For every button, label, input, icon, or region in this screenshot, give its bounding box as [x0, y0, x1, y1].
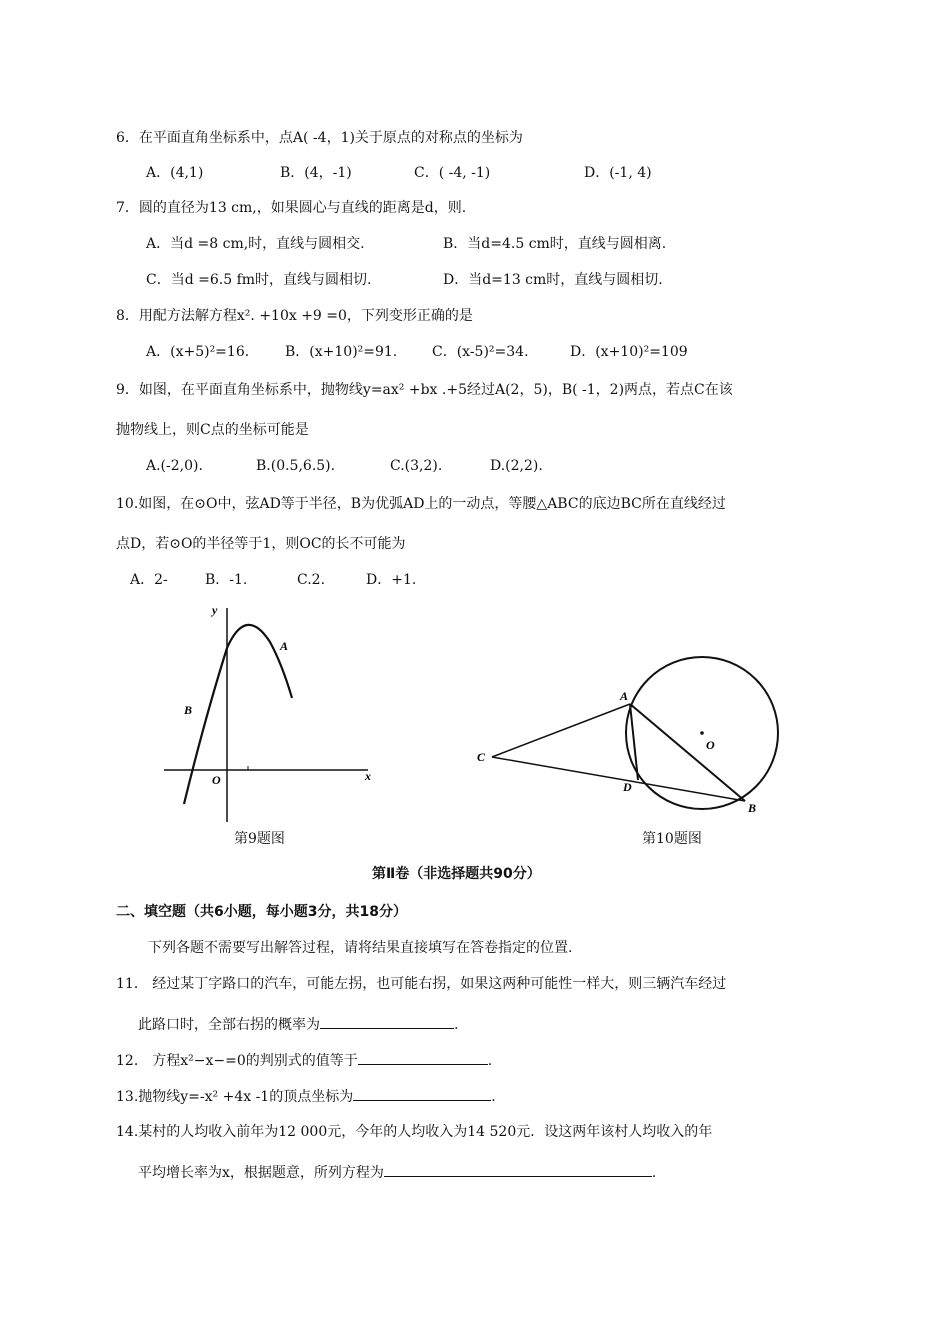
q12-line: [116, 1050, 492, 1071]
q14-line1: 14.某村的人均收入前年为12 000元，今年的人均收入为14 520元．设这两年该村人均收入的年: [116, 1124, 713, 1140]
q14-end: .: [651, 1165, 657, 1181]
q14-text: 平均增长率为x，根据题意，所列方程为: [138, 1165, 384, 1181]
fill-in-instruction: 下列各题不需要写出解答过程，请将结果直接填写在答卷指定的位置.: [148, 940, 573, 956]
q10-option-d: D．+1.: [366, 572, 417, 588]
q9-stem-line1: 9．如图，在平面直角坐标系中，抛物线y=ax² +bx .+5经过A(2，5)，B( -1，2)两点，若点C在该: [116, 382, 733, 398]
q7-option-c: C．当d =6.5 fm时，直线与圆相切.: [146, 272, 372, 288]
figure10-label-d: D: [623, 780, 632, 794]
figure9-parabola-curve: [184, 625, 292, 804]
q13-text: 13.抛物线y=-x² +4x -1的顶点坐标为: [116, 1089, 354, 1105]
q13-line: [116, 1086, 496, 1107]
q6-option-a: A．(4,1): [146, 165, 204, 181]
figure10-segment-cb: [492, 757, 745, 801]
q8-option-a: A．(x+5)²=16.: [146, 344, 250, 360]
figure10-label-b: B: [748, 801, 757, 815]
q9-option-b: B.(0.5,6.5).: [256, 458, 336, 474]
q11-answer-blank[interactable]: [320, 1014, 454, 1029]
q7-option-b: B．当d=4.5 cm时，直线与圆相离.: [443, 236, 667, 252]
q14-line2: [138, 1162, 656, 1183]
figure9-caption: 第9题图: [234, 831, 285, 847]
q10-option-a: A．2-: [130, 572, 168, 588]
section2-title: 第Ⅱ卷（非选择题共90分）: [372, 866, 541, 882]
q10-option-c: C.2.: [297, 572, 326, 588]
q7-option-d: D．当d=13 cm时，直线与圆相切.: [443, 272, 663, 288]
q8-stem: 8．用配方法解方程x². +10x +9 =0，下列变形正确的是: [116, 308, 473, 324]
q8-option-d: D．(x+10)²=109: [570, 344, 688, 360]
q10-stem-line2: 点D，若⊙O的半径等于1，则OC的长不可能为: [116, 536, 406, 552]
figure10-circle-diagram: [470, 650, 790, 820]
q14-answer-blank[interactable]: [384, 1162, 652, 1177]
q7-stem: 7．圆的直径为13 cm,，如果圆心与直线的距离是d，则.: [116, 200, 467, 216]
figure9-parabola-diagram: [150, 600, 390, 830]
q13-end: .: [491, 1089, 496, 1105]
figure9-label-b: B: [184, 703, 193, 717]
q9-stem-line2: 抛物线上，则C点的坐标可能是: [116, 422, 309, 438]
q10-option-b: B．-1.: [205, 572, 248, 588]
q9-option-a: A.(-2,0).: [146, 458, 203, 474]
q11-end: .: [454, 1017, 459, 1033]
figure10-center-dot: [700, 731, 704, 735]
fill-in-header: 二、填空题（共6小题，每小题3分，共18分）: [116, 904, 407, 920]
figure10-label-a: A: [620, 689, 629, 703]
q12-end: .: [487, 1053, 493, 1069]
q6-stem: 6．在平面直角坐标系中，点A( -4，1)关于原点的对称点的坐标为: [116, 130, 523, 146]
q6-option-c: C．( -4, -1): [414, 165, 491, 181]
q6-option-b: B．(4，-1): [280, 165, 352, 181]
figure10-label-o: O: [706, 738, 715, 752]
figure10-caption: 第10题图: [642, 831, 702, 847]
q11-line1: 11． 经过某丁字路口的汽车，可能左拐，也可能右拐，如果这两种可能性一样大，则三辆汽车经过: [116, 976, 727, 992]
figure9-label-origin: O: [212, 773, 221, 787]
q8-option-b: B．(x+10)²=91.: [285, 344, 398, 360]
figure9-label-x: x: [365, 769, 371, 783]
q8-option-c: C．(x-5)²=34.: [432, 344, 529, 360]
figure10-label-c: C: [477, 750, 486, 764]
q9-option-d: D.(2,2).: [490, 458, 543, 474]
figure9-label-a: A: [280, 639, 289, 653]
figure10-segment-ca: [492, 704, 630, 757]
q11-text: 此路口时，全部右拐的概率为: [138, 1017, 320, 1033]
q11-line2: [138, 1014, 458, 1035]
q12-text: 12． 方程x²−x−=0的判别式的值等于: [116, 1053, 358, 1069]
q9-option-c: C.(3,2).: [390, 458, 443, 474]
q13-answer-blank[interactable]: [353, 1086, 491, 1101]
figure9-label-y: y: [212, 603, 218, 617]
q6-option-d: D．(-1, 4): [584, 165, 652, 181]
q7-option-a: A．当d =8 cm,时，直线与圆相交.: [146, 236, 365, 252]
q12-answer-blank[interactable]: [358, 1050, 488, 1065]
q10-stem-line1: 10.如图，在⊙O中，弦AD等于半径，B为优弧AD上的一动点，等腰△ABC的底边BC所在直线经过: [116, 496, 726, 512]
